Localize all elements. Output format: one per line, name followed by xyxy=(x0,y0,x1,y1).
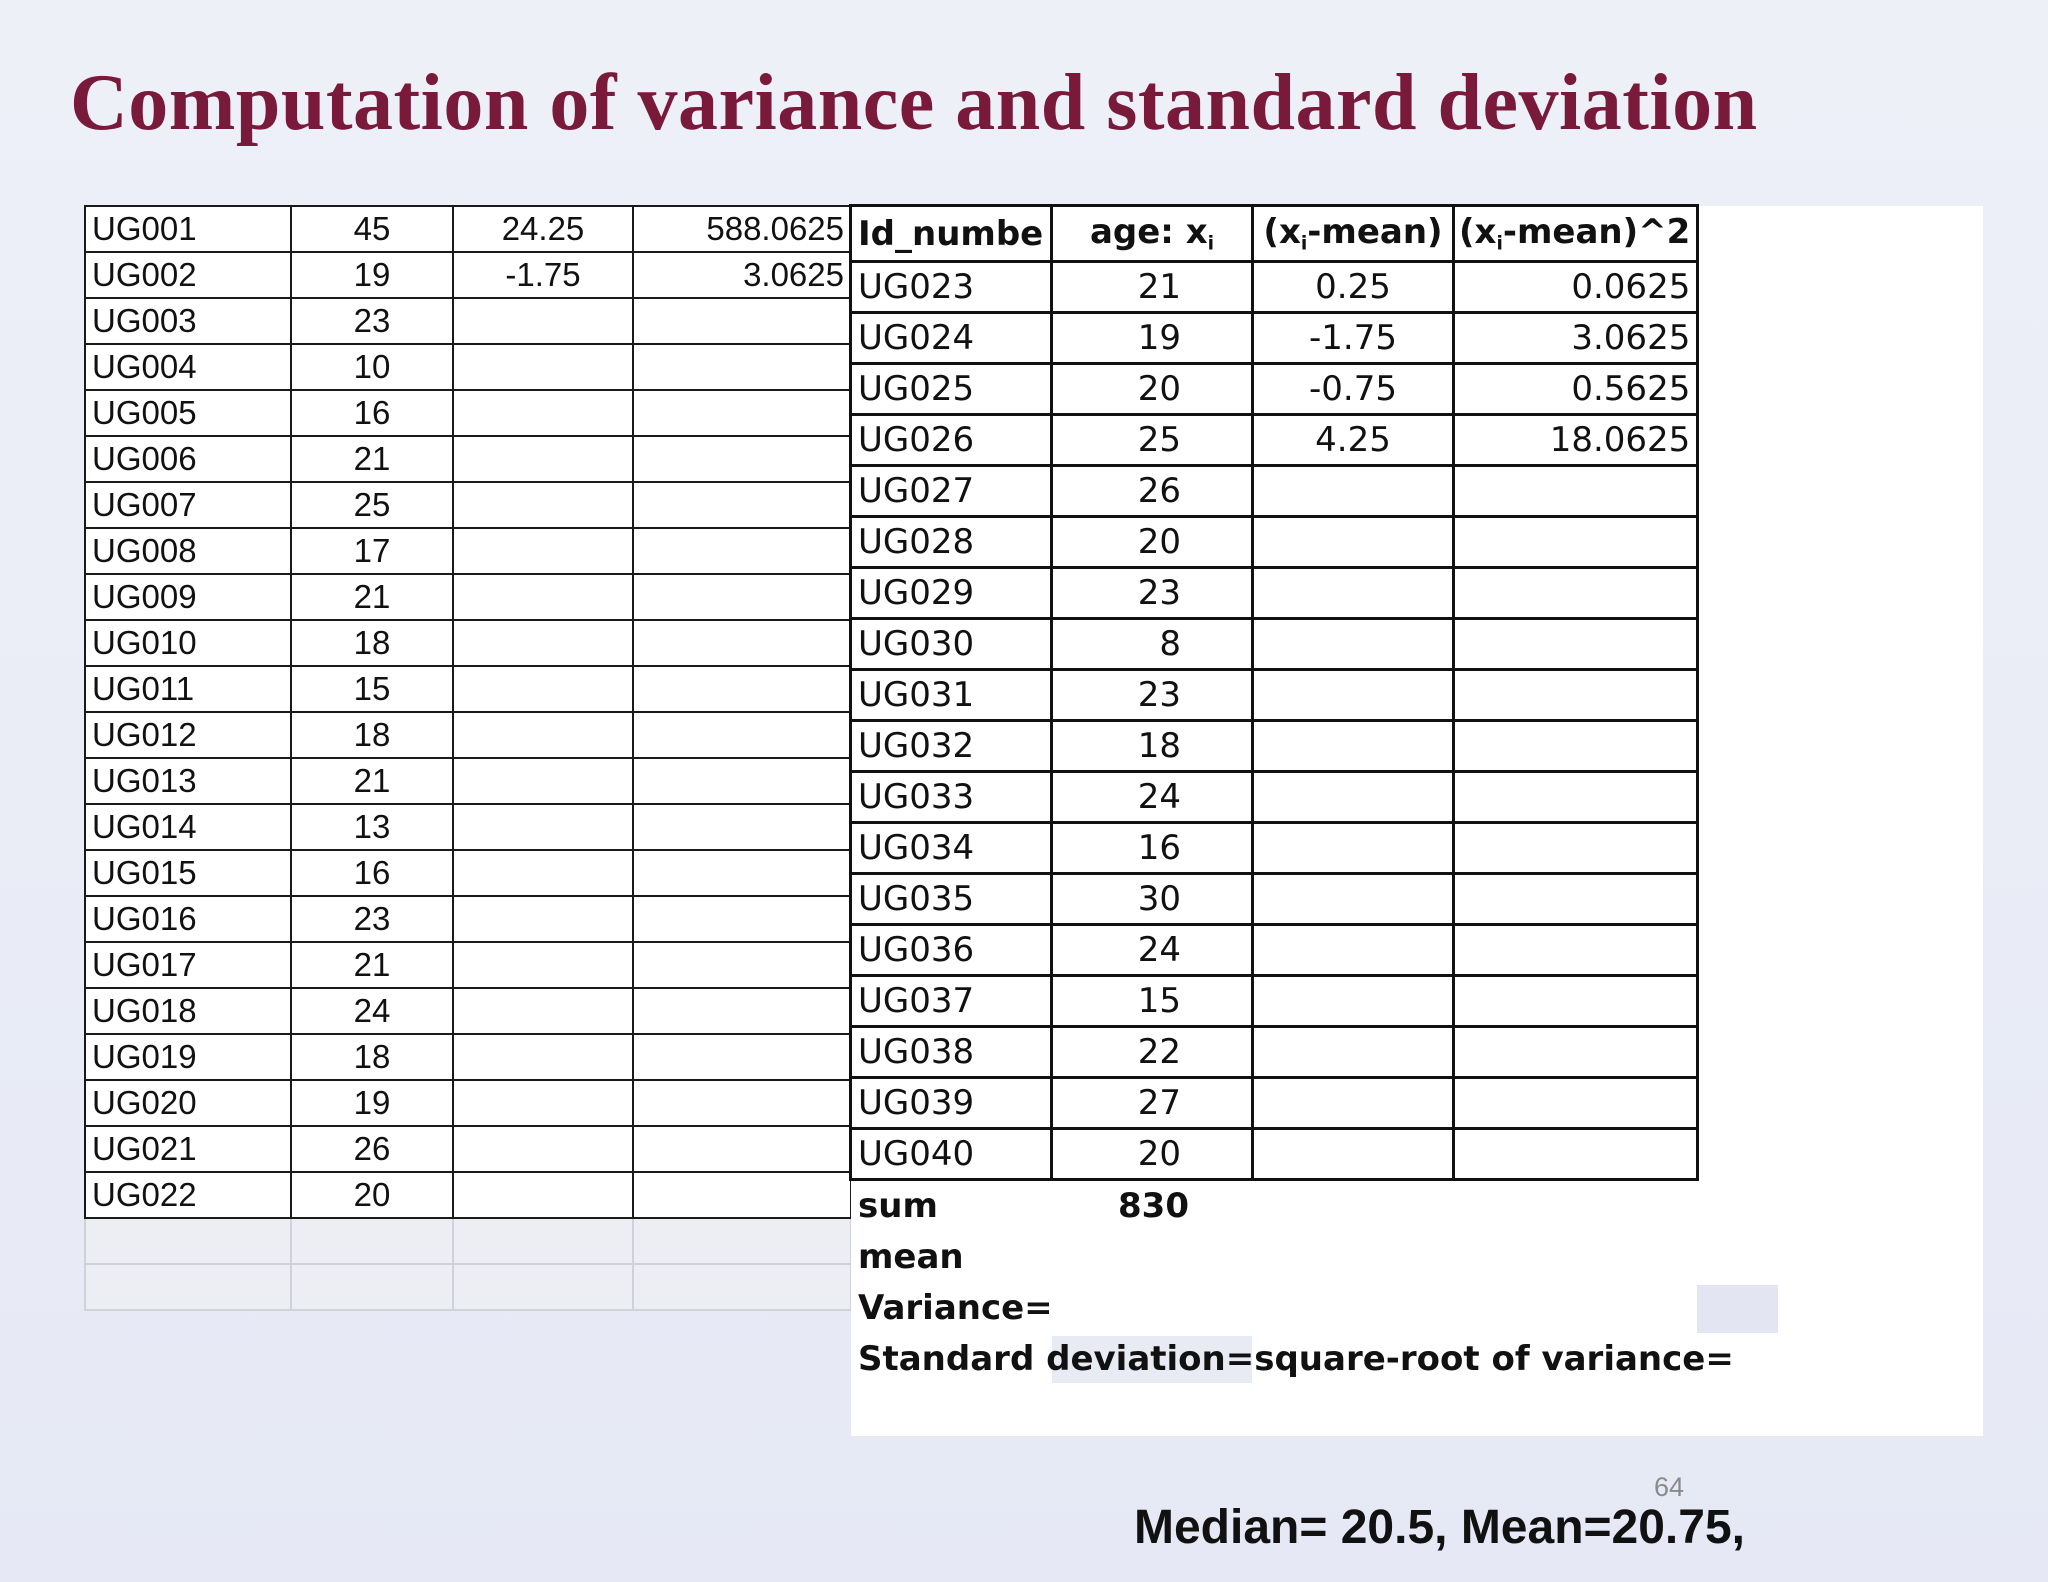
table-cell: 8 xyxy=(1052,619,1253,670)
table-cell: UG015 xyxy=(85,850,291,896)
table-cell xyxy=(453,758,633,804)
table-cell: 19 xyxy=(1052,313,1253,364)
table-cell: 45 xyxy=(291,206,453,252)
table-cell: UG014 xyxy=(85,804,291,850)
table-row xyxy=(851,313,1698,364)
table-cell: 4.25 xyxy=(1253,415,1454,466)
table-cell xyxy=(633,436,851,482)
table-cell xyxy=(633,482,851,528)
table-cell: 18 xyxy=(291,1034,453,1080)
table-cell xyxy=(453,850,633,896)
empty-row xyxy=(85,1218,851,1264)
table-cell: UG020 xyxy=(85,1080,291,1126)
table-cell: 23 xyxy=(1052,670,1253,721)
table-row xyxy=(851,1078,1698,1129)
standard-deviation-label: Standard deviation=square-root of variance= xyxy=(858,1339,1734,1379)
table-cell: 13 xyxy=(291,804,453,850)
table-cell xyxy=(633,1126,851,1172)
table-cell xyxy=(453,1034,633,1080)
table-cell: UG006 xyxy=(85,436,291,482)
table-row xyxy=(851,568,1698,619)
table-cell: 23 xyxy=(1052,568,1253,619)
table-cell: UG037 xyxy=(851,976,1052,1027)
table-cell: UG039 xyxy=(851,1078,1052,1129)
table-cell: 3.0625 xyxy=(633,252,851,298)
table-cell xyxy=(1253,925,1454,976)
id-number-header: Id_numbe xyxy=(851,206,1052,262)
table-cell xyxy=(633,574,851,620)
page-number: 64 xyxy=(1654,1472,1685,1502)
table-cell: 27 xyxy=(1052,1078,1253,1129)
table-cell: UG001 xyxy=(85,206,291,252)
table-cell: UG003 xyxy=(85,298,291,344)
table-cell: 23 xyxy=(291,298,453,344)
table-row xyxy=(85,804,851,850)
empty-row xyxy=(85,1264,851,1310)
table-row xyxy=(85,298,851,344)
table-cell xyxy=(453,666,633,712)
table-cell xyxy=(1454,976,1698,1027)
table-cell xyxy=(453,712,633,758)
table-cell: UG013 xyxy=(85,758,291,804)
sum-value: 830 xyxy=(1118,1186,1189,1226)
table-cell: UG033 xyxy=(851,772,1052,823)
empty-cell xyxy=(633,1264,851,1310)
table-cell xyxy=(633,390,851,436)
empty-cell xyxy=(453,1264,633,1310)
table-row xyxy=(851,874,1698,925)
table-cell: 16 xyxy=(291,390,453,436)
table-row xyxy=(85,252,851,298)
table-cell xyxy=(633,758,851,804)
table-cell xyxy=(633,1034,851,1080)
table-row xyxy=(851,364,1698,415)
left-data-table xyxy=(84,205,852,1311)
table-row xyxy=(851,1027,1698,1078)
table-row xyxy=(85,942,851,988)
table-cell: UG040 xyxy=(851,1129,1052,1180)
table-cell: UG018 xyxy=(85,988,291,1034)
squared-deviation-header: $(x_i-mean)\^{}2$ xyxy=(1454,206,1698,262)
table-cell: -1.75 xyxy=(1253,313,1454,364)
table-row xyxy=(851,670,1698,721)
table-cell xyxy=(1253,721,1454,772)
table-cell: 21 xyxy=(291,436,453,482)
table-cell xyxy=(1253,466,1454,517)
table-row xyxy=(851,976,1698,1027)
table-cell xyxy=(633,942,851,988)
table-cell xyxy=(633,712,851,758)
table-cell: 21 xyxy=(291,758,453,804)
table-cell: 23 xyxy=(291,896,453,942)
table-row xyxy=(85,712,851,758)
table-row xyxy=(85,436,851,482)
table-cell: 20 xyxy=(1052,1129,1253,1180)
table-cell xyxy=(1454,517,1698,568)
deviation-header: $(x_i-mean)$ xyxy=(1253,206,1454,262)
table-cell xyxy=(1253,1027,1454,1078)
table-row xyxy=(851,517,1698,568)
table-cell xyxy=(633,1172,851,1218)
table-cell: 15 xyxy=(291,666,453,712)
table-cell: 3.0625 xyxy=(1454,313,1698,364)
table-cell xyxy=(453,344,633,390)
table-cell xyxy=(1454,925,1698,976)
empty-cell xyxy=(633,1218,851,1264)
table-cell: 16 xyxy=(1052,823,1253,874)
table-cell xyxy=(1454,823,1698,874)
table-row xyxy=(85,1080,851,1126)
table-cell: 0.5625 xyxy=(1454,364,1698,415)
table-cell: UG023 xyxy=(851,262,1052,313)
table-cell xyxy=(453,896,633,942)
table-cell: UG036 xyxy=(851,925,1052,976)
table-row xyxy=(85,988,851,1034)
empty-cell xyxy=(453,1218,633,1264)
table-cell: UG026 xyxy=(851,415,1052,466)
empty-cell xyxy=(85,1264,291,1310)
table-cell xyxy=(633,896,851,942)
table-cell xyxy=(633,988,851,1034)
table-cell: UG009 xyxy=(85,574,291,620)
table-row xyxy=(85,620,851,666)
table-cell: UG010 xyxy=(85,620,291,666)
age-header: age: $x_i$ xyxy=(1052,206,1253,262)
table-cell: 24 xyxy=(1052,772,1253,823)
table-cell: UG004 xyxy=(85,344,291,390)
table-cell: 21 xyxy=(291,574,453,620)
table-row xyxy=(85,1126,851,1172)
table-row xyxy=(851,823,1698,874)
table-row xyxy=(851,466,1698,517)
table-cell xyxy=(1454,1027,1698,1078)
table-cell: UG027 xyxy=(851,466,1052,517)
table-cell: UG031 xyxy=(851,670,1052,721)
table-cell: UG021 xyxy=(85,1126,291,1172)
table-cell xyxy=(1454,721,1698,772)
table-cell: UG034 xyxy=(851,823,1052,874)
table-row xyxy=(851,772,1698,823)
table-row xyxy=(85,1172,851,1218)
table-cell: UG016 xyxy=(85,896,291,942)
table-cell xyxy=(633,620,851,666)
table-cell: UG025 xyxy=(851,364,1052,415)
table-cell xyxy=(1253,976,1454,1027)
slide-title: Computation of variance and standard deviation xyxy=(70,59,1758,147)
table-cell xyxy=(1253,1129,1454,1180)
table-cell: UG005 xyxy=(85,390,291,436)
table-cell: 25 xyxy=(1052,415,1253,466)
table-row xyxy=(85,574,851,620)
table-cell xyxy=(1253,517,1454,568)
table-cell xyxy=(1454,1078,1698,1129)
table-cell: 24 xyxy=(291,988,453,1034)
table-cell: 20 xyxy=(1052,517,1253,568)
table-row xyxy=(85,390,851,436)
table-cell: UG017 xyxy=(85,942,291,988)
table-cell xyxy=(1454,1129,1698,1180)
table-cell: 24 xyxy=(1052,925,1253,976)
table-cell: 20 xyxy=(1052,364,1253,415)
table-row xyxy=(85,850,851,896)
table-cell: 30 xyxy=(1052,874,1253,925)
table-cell: UG012 xyxy=(85,712,291,758)
table-cell: 26 xyxy=(291,1126,453,1172)
right-data-table xyxy=(849,204,1699,1181)
table-cell: 25 xyxy=(291,482,453,528)
table-cell: 21 xyxy=(291,942,453,988)
table-cell xyxy=(453,436,633,482)
table-cell: 588.0625 xyxy=(633,206,851,252)
table-cell: 20 xyxy=(291,1172,453,1218)
table-cell: UG032 xyxy=(851,721,1052,772)
table-cell xyxy=(453,1080,633,1126)
table-cell xyxy=(453,804,633,850)
table-cell xyxy=(1253,1078,1454,1129)
table-cell xyxy=(1454,466,1698,517)
table-cell xyxy=(1454,568,1698,619)
sum-label: sum xyxy=(858,1186,938,1226)
table-cell xyxy=(453,1126,633,1172)
table-cell: 24.25 xyxy=(453,206,633,252)
table-cell: UG038 xyxy=(851,1027,1052,1078)
table-row xyxy=(85,206,851,252)
table-cell: -1.75 xyxy=(453,252,633,298)
empty-cell xyxy=(291,1264,453,1310)
table-cell: UG002 xyxy=(85,252,291,298)
table-cell xyxy=(453,988,633,1034)
table-cell xyxy=(453,482,633,528)
table-row xyxy=(851,415,1698,466)
variance-label: Variance= xyxy=(858,1288,1053,1328)
table-cell: 18 xyxy=(291,620,453,666)
table-cell xyxy=(1454,772,1698,823)
table-cell xyxy=(453,528,633,574)
table-cell xyxy=(453,298,633,344)
table-cell: 19 xyxy=(291,1080,453,1126)
table-row xyxy=(85,896,851,942)
table-row xyxy=(85,528,851,574)
table-cell: UG024 xyxy=(851,313,1052,364)
table-cell: UG019 xyxy=(85,1034,291,1080)
table-cell: 21 xyxy=(1052,262,1253,313)
table-cell xyxy=(633,298,851,344)
table-cell xyxy=(1253,619,1454,670)
table-cell xyxy=(1454,874,1698,925)
table-cell: 16 xyxy=(291,850,453,896)
table-cell: UG008 xyxy=(85,528,291,574)
table-cell xyxy=(1454,670,1698,721)
table-cell: 18 xyxy=(291,712,453,758)
table-cell: 17 xyxy=(291,528,453,574)
table-row xyxy=(851,721,1698,772)
table-cell xyxy=(1253,823,1454,874)
table-cell xyxy=(1253,568,1454,619)
table-cell: 10 xyxy=(291,344,453,390)
table-cell: UG028 xyxy=(851,517,1052,568)
table-row xyxy=(85,1034,851,1080)
table-cell: 18.0625 xyxy=(1454,415,1698,466)
table-row xyxy=(85,758,851,804)
table-cell: 18 xyxy=(1052,721,1253,772)
table-row xyxy=(851,619,1698,670)
table-cell xyxy=(633,344,851,390)
table-cell xyxy=(453,942,633,988)
table-cell xyxy=(453,390,633,436)
table-cell xyxy=(1454,619,1698,670)
table-cell: 19 xyxy=(291,252,453,298)
table-cell: UG035 xyxy=(851,874,1052,925)
table-cell xyxy=(633,528,851,574)
table-cell xyxy=(633,666,851,712)
table-cell: UG011 xyxy=(85,666,291,712)
table-cell xyxy=(453,1172,633,1218)
table-cell xyxy=(453,574,633,620)
footer-summary: Median= 20.5, Mean=20.75, xyxy=(1134,1501,1745,1554)
table-header-row xyxy=(851,206,1698,262)
table-cell xyxy=(633,1080,851,1126)
table-cell xyxy=(453,620,633,666)
table-cell: UG030 xyxy=(851,619,1052,670)
table-row xyxy=(851,262,1698,313)
mean-label: mean xyxy=(858,1237,964,1277)
cell-highlight xyxy=(1697,1285,1778,1333)
table-cell: 0.0625 xyxy=(1454,262,1698,313)
empty-cell xyxy=(291,1218,453,1264)
table-cell: 15 xyxy=(1052,976,1253,1027)
table-row xyxy=(851,925,1698,976)
table-cell xyxy=(633,804,851,850)
table-cell: 0.25 xyxy=(1253,262,1454,313)
table-row xyxy=(85,666,851,712)
table-cell: 22 xyxy=(1052,1027,1253,1078)
table-cell xyxy=(633,850,851,896)
table-cell: UG029 xyxy=(851,568,1052,619)
table-cell: UG022 xyxy=(85,1172,291,1218)
table-row xyxy=(851,1129,1698,1180)
table-row xyxy=(85,482,851,528)
table-cell: 26 xyxy=(1052,466,1253,517)
table-cell xyxy=(1253,670,1454,721)
table-cell xyxy=(1253,874,1454,925)
table-cell xyxy=(1253,772,1454,823)
table-cell: UG007 xyxy=(85,482,291,528)
empty-cell xyxy=(85,1218,291,1264)
table-row xyxy=(85,344,851,390)
table-cell: -0.75 xyxy=(1253,364,1454,415)
